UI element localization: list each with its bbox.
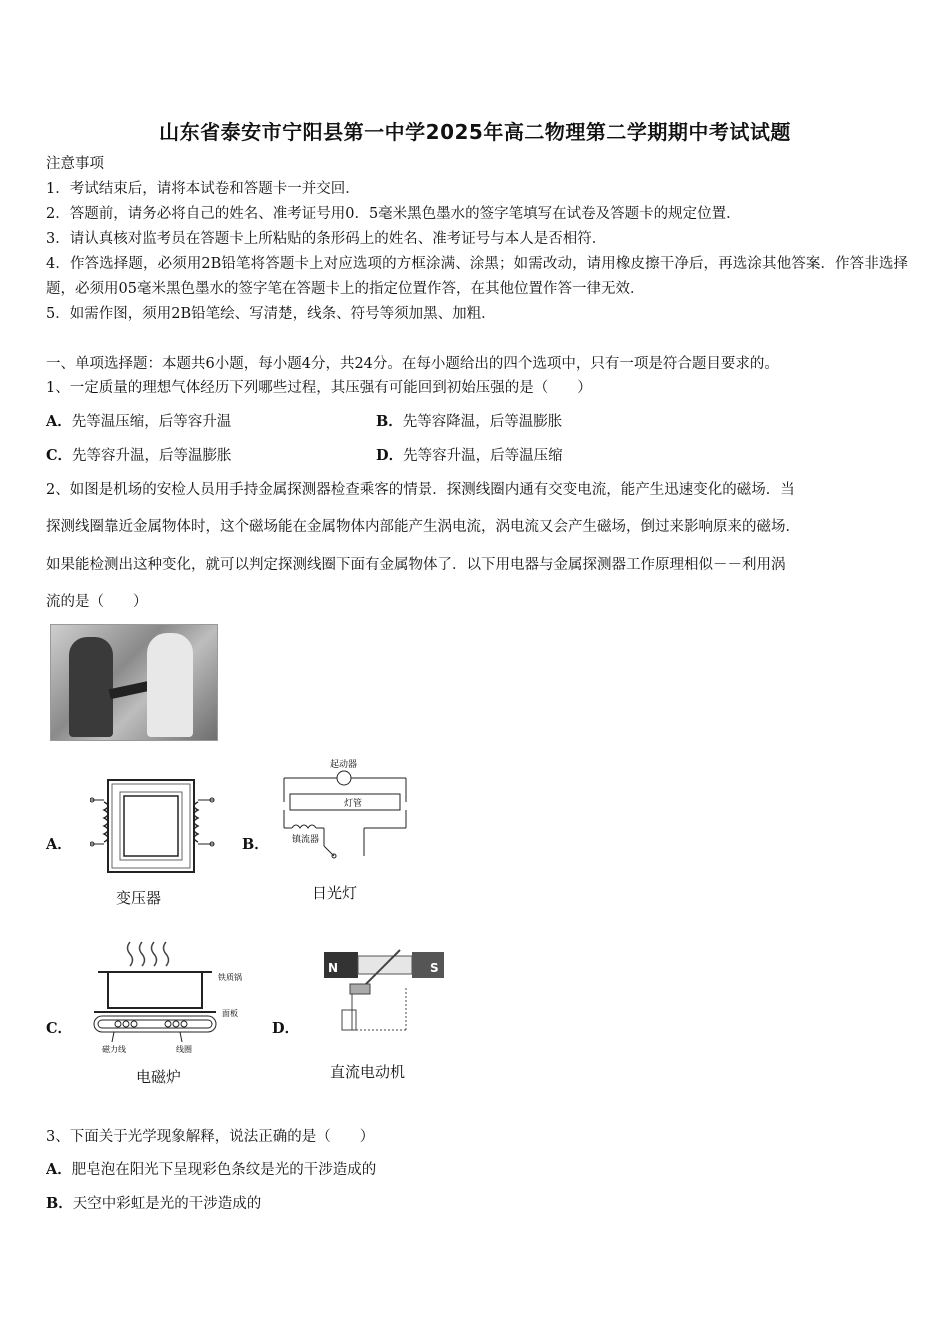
transformer-diagram: [90, 772, 230, 882]
transformer-caption: 变压器: [116, 889, 162, 907]
notice-item-3: 3．请认真核对监考员在答题卡上所粘贴的条形码上的姓名、准考证号与本人是否相符．: [46, 231, 607, 247]
dc-motor-diagram: [322, 944, 446, 1044]
q3-b-label: B．: [46, 1195, 73, 1212]
passenger-figure: [147, 633, 193, 737]
q3-a-label: A．: [46, 1161, 72, 1178]
induction-cooker-diagram: [84, 936, 264, 1066]
notice-item-4: 4．作答选择题，必须用2B铅笔将答题卡上对应选项的方框涂满、涂黑；如需改动，请用橡皮擦干净后，再选涂其他答案．作答非选择题，必须用05毫米黑色墨水的签字笔在答题卡上的指定位置作答，在其他位置作答一律无效．: [46, 256, 908, 297]
notice-item-1: 1．考试结束后，请将本试卷和答题卡一并交回．: [46, 181, 360, 197]
induction-cooker-caption: 电磁炉: [136, 1068, 182, 1086]
q2-stem-line-2: 探测线圈靠近金属物体时，这个磁场能在金属物体内部能产生涡电流，涡电流又会产生磁场，倒过来影响原来的磁场．: [46, 519, 800, 535]
security-check-photo: [50, 624, 218, 741]
pot-label: 铁质锅: [218, 973, 242, 982]
q2-stem-line-4: 流的是（ ）: [46, 594, 148, 610]
fluorescent-lamp-diagram: [276, 756, 416, 866]
tube-label: 灯管: [344, 799, 363, 809]
q3-option-a: [46, 1158, 376, 1179]
q1-option-a: [46, 410, 231, 431]
magnetic-lines-label: 磁力线: [102, 1045, 126, 1054]
ballast-label: 镇流器: [292, 835, 320, 845]
exam-title: 山东省泰安市宁阳县第一中学2025年高二物理第二学期期中考试试题: [159, 120, 791, 144]
q1-option-d: [376, 444, 563, 465]
q3-b-text: 天空中彩虹是光的干涉造成的: [72, 1196, 262, 1212]
notice-item-5: 5．如需作图，须用2B铅笔绘、写清楚，线条、符号等须加黑、加粗．: [46, 306, 496, 322]
q1-a-text: 先等温压缩，后等容升温: [71, 414, 232, 430]
fluorescent-caption: 日光灯: [312, 884, 358, 902]
q1-b-text: 先等容降温，后等温膨胀: [402, 414, 563, 430]
q1-option-b: [376, 410, 562, 431]
coil-label: 线圈: [176, 1045, 192, 1054]
q1-d-text: 先等容升温，后等温压缩: [403, 448, 563, 464]
q1-d-label: D．: [376, 447, 404, 464]
q2-option-a-label: A．: [46, 836, 72, 853]
q1-a-label: A．: [46, 413, 72, 430]
panel-label: 面板: [222, 1009, 238, 1018]
starter-label: 起动器: [330, 760, 358, 770]
security-officer-figure: [69, 637, 113, 737]
section-heading: 一、单项选择题：本题共6小题，每小题4分，共24分。在每小题给出的四个选项中，只有一项是符合题目要求的。: [46, 356, 779, 372]
q3-option-b: [46, 1192, 261, 1213]
q1-option-c: [46, 444, 232, 465]
q1-c-label: C．: [46, 447, 73, 464]
q2-option-b-label: B．: [242, 836, 269, 853]
dc-motor-caption: 直流电动机: [330, 1063, 406, 1081]
q1-b-label: B．: [376, 413, 403, 430]
notice-item-2: 2．答题前，请务必将自己的姓名、准考证号用0．5毫米黑色墨水的签字笔填写在试卷及答题卡的规定位置．: [46, 206, 741, 222]
q2-option-c-label: C．: [46, 1020, 73, 1037]
q2-stem-line-3: 如果能检测出这种变化，就可以判定探测线圈下面有金属物体了．以下用电器与金属探测器工作原理相似－－利用涡: [46, 557, 786, 573]
q1-c-text: 先等容升温，后等温膨胀: [72, 448, 232, 464]
q1-stem: 1、一定质量的理想气体经历下列哪些过程，其压强有可能回到初始压强的是（ ）: [46, 380, 592, 396]
north-pole-label: N: [328, 961, 339, 975]
q2-option-d-label: D．: [272, 1020, 300, 1037]
south-pole-label: S: [430, 961, 439, 975]
q2-stem-line-1: 2、如图是机场的安检人员用手持金属探测器检查乘客的情景．探测线圈内通有交变电流，能产生迅速变化的磁场．当: [46, 482, 795, 498]
q3-stem: 3、下面关于光学现象解释，说法正确的是（ ）: [46, 1129, 375, 1145]
notice-heading: 注意事项: [46, 156, 104, 172]
q3-a-text: 肥皂泡在阳光下呈现彩色条纹是光的干涉造成的: [71, 1162, 377, 1178]
